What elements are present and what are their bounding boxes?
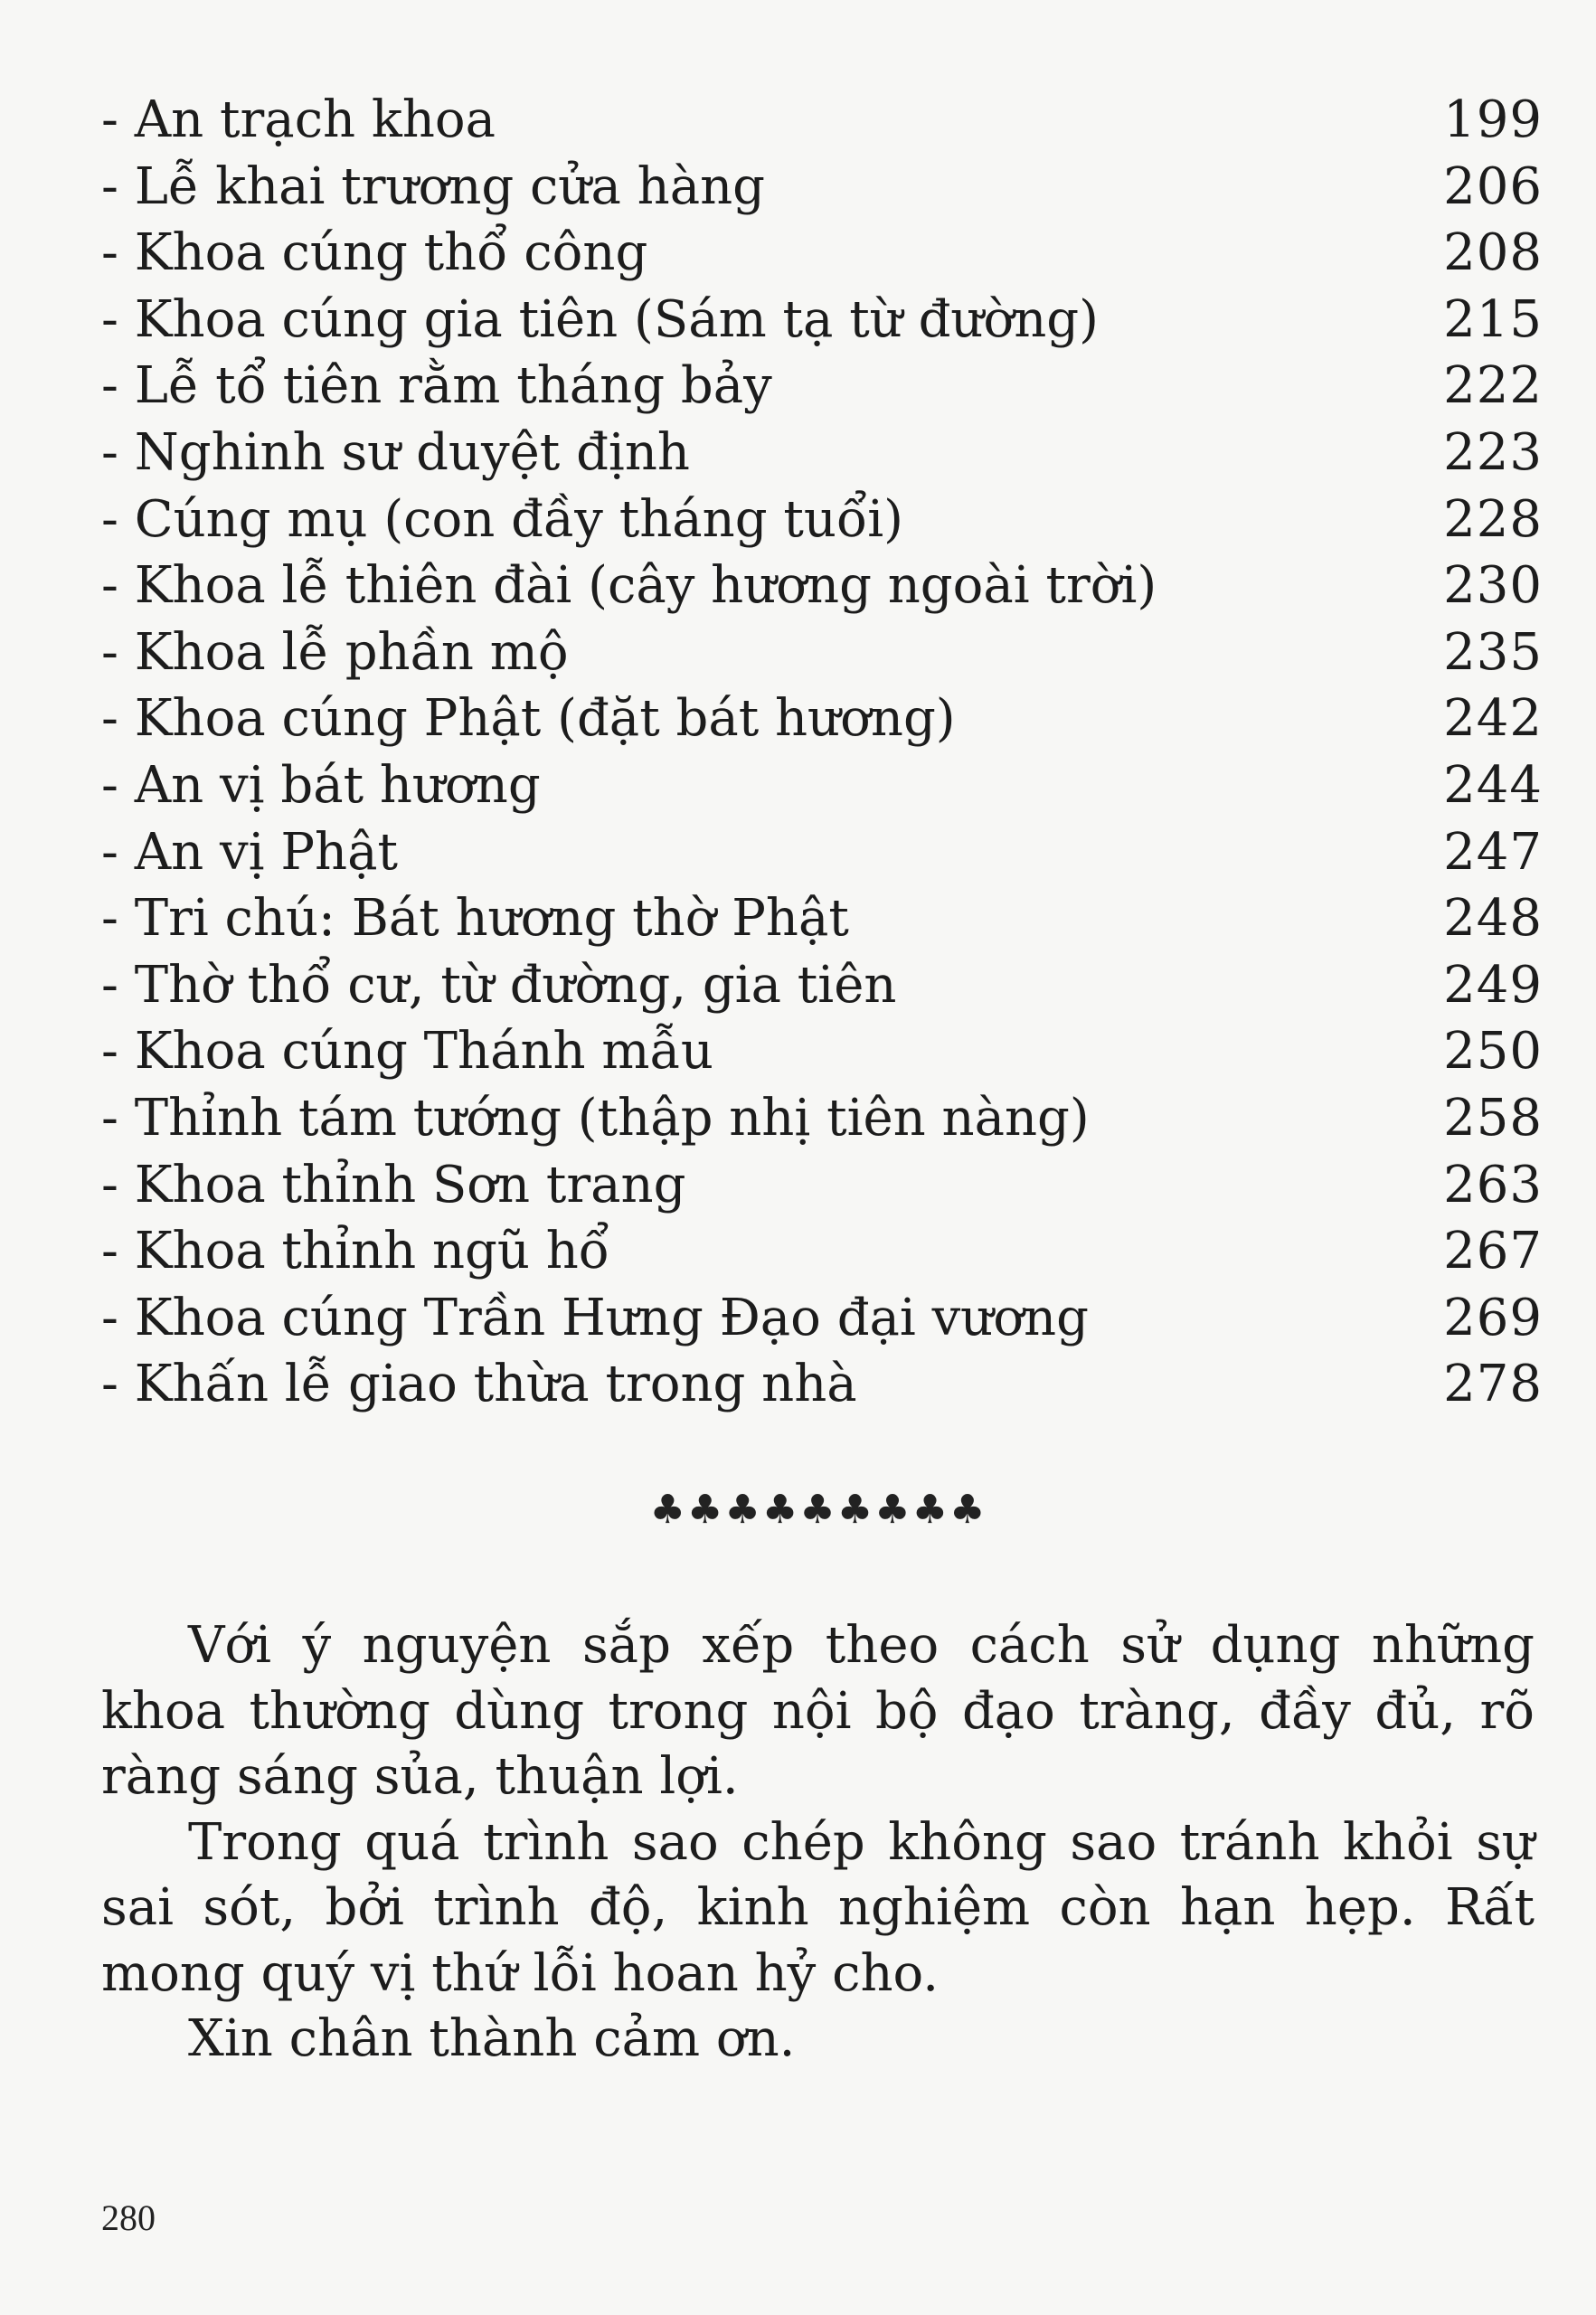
toc-entry-title: - An trạch khoa (101, 90, 496, 149)
toc-entry-page: 249 (1443, 955, 1543, 1015)
toc-entry-page: 269 (1443, 1288, 1543, 1347)
toc-entry (101, 1218, 1543, 1285)
toc-entry-title: - Khoa cúng thổ công (101, 223, 648, 283)
toc-entry (101, 819, 1543, 886)
section-divider-ornament: ♣♣♣♣♣♣♣♣♣ (649, 1487, 987, 1533)
toc-entry (101, 1285, 1543, 1352)
closing-paragraph: Xin chân thành cảm ơn. (188, 2009, 796, 2068)
page-number: 280 (101, 2197, 156, 2238)
toc-entry-title: - An vị bát hương (101, 755, 541, 815)
toc-entry-title: - Lễ khai trương cửa hàng (101, 156, 766, 216)
toc-entry-page: 244 (1443, 755, 1543, 815)
toc-entry-title: - Khoa thỉnh Sơn trang (101, 1155, 686, 1214)
toc-entry (101, 353, 1543, 420)
toc-entry-page: 215 (1443, 289, 1543, 349)
toc-entry (101, 1152, 1543, 1219)
toc-entry-title: - Nghinh sư duyệt định (101, 422, 690, 482)
toc-entry (101, 752, 1543, 819)
toc-entry-page: 206 (1443, 156, 1543, 216)
toc-entry-title: - Khoa cúng Phật (đặt bát hương) (101, 689, 956, 749)
toc-entry-page: 223 (1443, 422, 1543, 482)
toc-entry-page: 235 (1443, 622, 1543, 682)
toc-entry-title: - Tri chú: Bát hương thờ Phật (101, 889, 849, 949)
toc-entry (101, 1085, 1543, 1152)
table-of-contents (101, 87, 1543, 1418)
toc-entry (101, 420, 1543, 487)
closing-note (101, 1613, 1535, 2073)
toc-entry (101, 685, 1543, 752)
toc-entry-title: - Khoa cúng Trần Hưng Đạo đại vương (101, 1288, 1089, 1347)
toc-entry-title: - Khoa cúng gia tiên (Sám tạ từ đường) (101, 289, 1099, 349)
toc-entry (101, 287, 1543, 354)
toc-entry-page: 208 (1443, 223, 1543, 283)
toc-entry-page: 199 (1443, 90, 1543, 149)
toc-entry-page: 247 (1443, 822, 1543, 882)
toc-entry (101, 154, 1543, 221)
toc-entry-page: 242 (1443, 689, 1543, 749)
toc-entry-title: - Khoa lễ phần mộ (101, 622, 569, 682)
toc-entry-page: 267 (1443, 1222, 1543, 1281)
toc-entry (101, 553, 1543, 619)
toc-entry-page: 250 (1443, 1022, 1543, 1082)
toc-entry-title: - Khoa lễ thiên đài (cây hương ngoài trời) (101, 556, 1157, 616)
toc-entry (101, 952, 1543, 1019)
toc-entry-title: - Khấn lễ giao thừa trong nhà (101, 1355, 857, 1414)
toc-entry-title: - Khoa cúng Thánh mẫu (101, 1022, 713, 1082)
toc-entry-page: 263 (1443, 1155, 1543, 1214)
toc-entry-page: 258 (1443, 1088, 1543, 1148)
toc-entry (101, 487, 1543, 553)
toc-entry-title: - Lễ tổ tiên rằm tháng bảy (101, 356, 772, 416)
toc-entry (101, 1018, 1543, 1085)
toc-entry-title: - Thờ thổ cư, từ đường, gia tiên (101, 955, 897, 1015)
toc-entry (101, 885, 1543, 952)
toc-entry-page: 248 (1443, 889, 1543, 949)
toc-entry-page: 278 (1443, 1355, 1543, 1414)
toc-entry-page: 230 (1443, 556, 1543, 616)
closing-paragraph: Với ý nguyện sắp xếp theo cách sử dụng những khoa thường dùng trong nội bộ đạo tràng, đầy đủ, rõ ràng sáng sủa, thuận lợi. (101, 1616, 1535, 1806)
toc-entry-page: 228 (1443, 489, 1543, 549)
toc-entry (101, 87, 1543, 154)
toc-entry-title: - Thỉnh tám tướng (thập nhị tiên nàng) (101, 1088, 1090, 1148)
toc-entry-title: - Cúng mụ (con đầy tháng tuổi) (101, 489, 903, 549)
toc-entry (101, 220, 1543, 287)
toc-entry-title: - An vị Phật (101, 822, 399, 882)
toc-entry (101, 1351, 1543, 1418)
closing-paragraph: Trong quá trình sao chép không sao tránh khỏi sự sai sót, bởi trình độ, kinh nghiệm còn hạn hẹp. Rất mong quý vị thứ lỗi hoan hỷ cho. (101, 1812, 1535, 2003)
toc-entry-title: - Khoa thỉnh ngũ hổ (101, 1222, 610, 1281)
toc-entry (101, 619, 1543, 686)
toc-entry-page: 222 (1443, 356, 1543, 416)
